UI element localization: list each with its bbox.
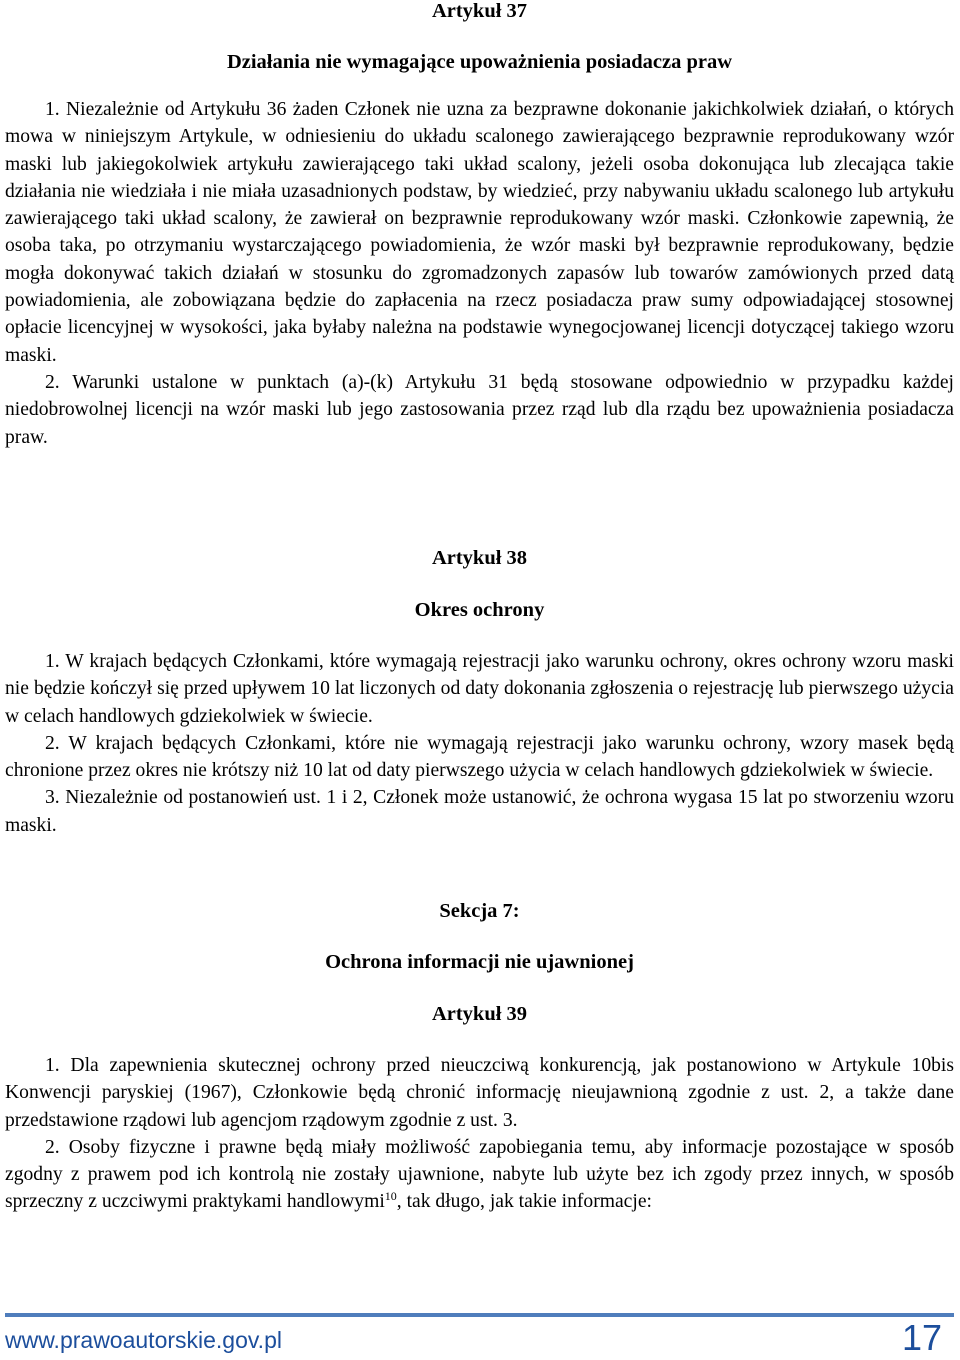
article-39-body	[5, 1052, 954, 1216]
article-38-body	[5, 648, 954, 839]
article-39-paragraph-2	[5, 1134, 954, 1216]
article-37-title: Artykuł 37	[431, 0, 528, 22]
document-page	[5, 0, 954, 1360]
article-38-paragraph-1: 1. W krajach będących Członkami, które wymagają rejestracji jako warunku ochrony, okres ochrony wzoru maski nie będzie kończył się przed upływem 10 lat liczonych od daty dokonania zgłoszenia o rejestrację lub pierwszego użycia w celach handlowych gdziekolwiek w świecie.	[5, 651, 954, 727]
article-38-paragraph-3: 3. Niezależnie od postanowień ust. 1 i 2, Członek może ustanowić, że ochrona wygasa 15 lat po stworzeniu wzoru maski.	[5, 787, 954, 836]
article-37-paragraph-1: 1. Niezależnie od Artykułu 36 żaden Członek nie uzna za bezprawne dokonanie jakichkolwiek działań, o których mowa w niniejszym Artykule, w odniesieniu do układu scalonego zawierającego bezprawnie reprodukowany wzór maski lub jakiegokolwiek artykułu zawierającego taki układ scalony, jeżeli osoba dokonująca lub zlecająca takie działania nie wiedziała i nie miała uzasadnionych podstaw, by wiedzieć, przy nabywaniu układu scalonego lub artykułu zawierającego taki układ scalony, że zawierał on bezprawnie reprodukowany wzór maski. Członkowie zapewnią, że osoba taka, po otrzymaniu wystarczającego powiadomienia, że wzór maski był bezprawnie reprodukowany, będzie mogła dokonywać takich działań w stosunku do zgromadzonych zapasów lub towarów zamówionych przed datą powiadomienia, ale zobowiązana będzie do zapłacenia na rzecz posiadacza praw sumy odpowiadającej stosownej opłacie licencyjnej w wysokości, jaka byłaby należna na podstawie wynegocjowanej licencji dotyczącej takiego wzoru maski.	[5, 99, 954, 366]
section-7-subtitle: Ochrona informacji nie ujawnionej	[325, 951, 634, 973]
article-38-paragraph-2: 2. W krajach będących Członkami, które nie wymagają rejestracji jako warunku ochrony, wzory masek będą chronione przez okres nie krótszy niż 10 lat od daty pierwszego użycia w celach handlowych gdziekolwiek w świecie.	[5, 732, 954, 782]
page-number: 17	[901, 1317, 942, 1358]
article-39-title: Artykuł 39	[431, 1003, 528, 1025]
footer-website-link[interactable]: www.prawoautorskie.gov.pl	[5, 1327, 282, 1353]
article-39-paragraph-2-text: 2. Osoby fizyczne i prawne będą miały możliwość zapobiegania temu, aby informacje pozostające w sposób zgodny z prawem pod ich kontrolą nie zostały ujawnione, nabyte lub użyte bez ich zgody przez innych, w sposób sprzeczny z uczciwymi praktykami handlowymi	[5, 1136, 954, 1213]
article-37-body	[5, 96, 954, 451]
article-39-paragraph-2-tail: , tak długo, jak takie informacje:	[396, 1191, 652, 1213]
article-39-paragraph-1: 1. Dla zapewnienia skutecznej ochrony przed nieuczciwą konkurencją, jak postanowiono w Artykule 10bis Konwencji paryskiej (1967), Członkowie będą chronić informację nieujawnioną zgodnie z ust. 2, a także dane przedstawione rządowi lub agencjom rządowym zgodnie z ust. 3.	[5, 1055, 954, 1131]
footnote-reference[interactable]: 10	[384, 1189, 397, 1204]
article-38-subtitle: Okres ochrony	[414, 599, 545, 621]
footer-divider	[5, 1313, 954, 1317]
article-37-subtitle: Działania nie wymagające upoważnienia posiadacza praw	[226, 51, 733, 73]
article-38-title: Artykuł 38	[431, 547, 528, 569]
article-37-paragraph-2: 2. Warunki ustalone w punktach (a)-(k) Artykułu 31 będą stosowane odpowiednio w przypadku każdej niedobrowolnej licencji na wzór maski lub jego zastosowania przez rząd lub dla rządu bez upoważnienia posiadacza praw.	[5, 371, 954, 448]
section-7-title: Sekcja 7:	[439, 900, 520, 922]
